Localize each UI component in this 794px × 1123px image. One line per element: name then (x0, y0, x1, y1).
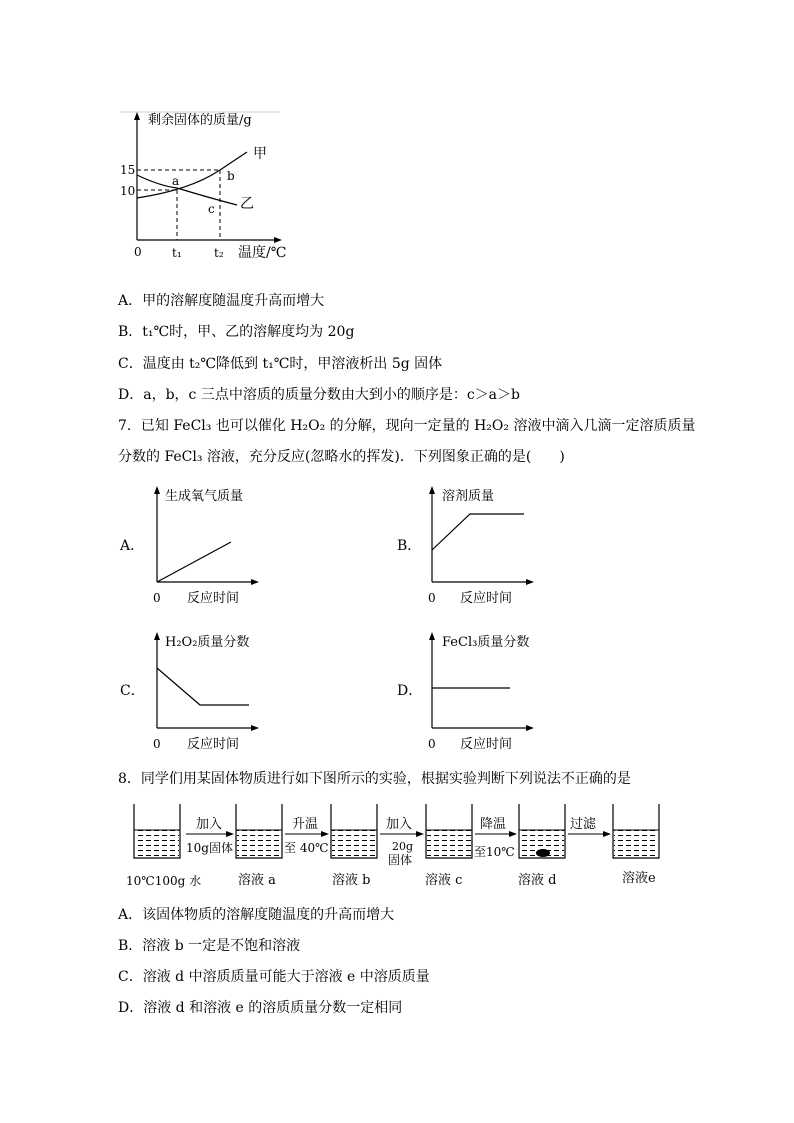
beaker-d (519, 804, 565, 858)
step2-top: 升温 (292, 817, 319, 832)
xtick-t2: t₂ (214, 246, 224, 260)
graph-c (145, 628, 265, 758)
chart-ylabel: 剩余固体的质量/g (148, 113, 252, 128)
step3-top: 加入 (386, 817, 413, 832)
step3-bottom2: 固体 (388, 853, 413, 867)
q7-stem-line2: 分数的 FeCl₃ 溶液，充分反应(忽略水的挥发)．下列图象正确的是( ) (118, 449, 565, 465)
beaker-label-b: 溶液 b (332, 873, 371, 888)
graph-b-ylabel: 溶剂质量 (442, 489, 495, 504)
beaker-a (236, 804, 282, 858)
graph-b-origin: 0 (428, 591, 436, 605)
step4-top: 降温 (480, 817, 507, 832)
label-a: a (172, 174, 180, 188)
chart-xlabel: 温度/℃ (238, 245, 287, 261)
beaker-label-water: 10℃100g 水 (126, 874, 202, 888)
graph-c-origin: 0 (153, 737, 161, 751)
q6-option-a: A．甲的溶解度随温度升高而增大 (118, 293, 325, 309)
beaker-label-c: 溶液 c (425, 873, 463, 888)
beaker-label-d: 溶液 d (518, 873, 557, 888)
graph-b (420, 482, 540, 612)
q8-stem: 8．同学们用某固体物质进行如下图所示的实验，根据实验判断下列说法不正确的是 (118, 771, 631, 787)
label-yi: 乙 (240, 196, 254, 212)
graph-a (145, 482, 265, 612)
step2-bottom: 至 40℃ (284, 841, 329, 855)
ytick-10: 10 (120, 184, 136, 198)
step5-top: 过滤 (570, 817, 597, 832)
label-c: c (208, 202, 215, 216)
q7-stem-line1: 7．已知 FeCl₃ 也可以催化 H₂O₂ 的分解，现向一定量的 H₂O₂ 溶液中滴入几滴一定溶质质量 (118, 418, 696, 434)
beaker-b (331, 804, 377, 858)
label-b: b (227, 169, 235, 183)
q6-option-c: C．温度由 t₂℃降低到 t₁℃时，甲溶液析出 5g 固体 (118, 356, 443, 372)
graph-b-xlabel: 反应时间 (460, 591, 513, 606)
step3-bottom: 20g (392, 840, 414, 853)
graph-c-ylabel: H₂O₂质量分数 (165, 635, 250, 650)
graph-d-ylabel: FeCl₃质量分数 (442, 635, 530, 650)
ytick-15: 15 (120, 163, 136, 177)
q6-option-d: D．a，b，c 三点中溶质的质量分数由大到小的顺序是：c＞a＞b (118, 387, 520, 403)
step1-top: 加入 (196, 817, 223, 832)
graph-d-origin: 0 (428, 737, 436, 751)
step1-bottom: 10g固体 (186, 841, 233, 855)
graph-d (420, 628, 540, 758)
graph-d-xlabel: 反应时间 (460, 737, 513, 752)
q8-option-c: C．溶液 d 中溶质质量可能大于溶液 e 中溶质质量 (118, 969, 430, 985)
solubility-chart (120, 108, 300, 268)
graph-a-origin: 0 (153, 591, 161, 605)
beaker-water (134, 804, 180, 858)
step4-bottom: 至10℃ (474, 845, 515, 859)
graph-a-letter: A． (120, 538, 145, 554)
graph-d-letter: D． (397, 683, 423, 699)
experiment-diagram (122, 798, 682, 898)
xtick-t1: t₁ (172, 246, 182, 260)
graph-c-xlabel: 反应时间 (187, 737, 240, 752)
chart-origin: 0 (134, 245, 142, 259)
graph-a-xlabel: 反应时间 (187, 591, 240, 606)
beaker-label-a: 溶液 a (238, 873, 276, 888)
precipitate (536, 849, 550, 857)
beaker-c (426, 804, 472, 858)
q8-option-d: D．溶液 d 和溶液 e 的溶质质量分数一定相同 (118, 1000, 403, 1016)
q8-option-a: A．该固体物质的溶解度随温度的升高而增大 (118, 907, 395, 923)
graph-b-letter: B． (397, 538, 422, 554)
graph-c-letter: C． (120, 683, 145, 699)
graph-a-ylabel: 生成氧气质量 (165, 489, 244, 504)
beaker-e (613, 804, 659, 858)
beaker-label-e: 溶液e (622, 871, 656, 886)
q6-option-b: B．t₁℃时，甲、乙的溶解度均为 20g (118, 324, 355, 340)
q8-option-b: B．溶液 b 一定是不饱和溶液 (118, 938, 301, 954)
label-jia: 甲 (253, 146, 267, 162)
